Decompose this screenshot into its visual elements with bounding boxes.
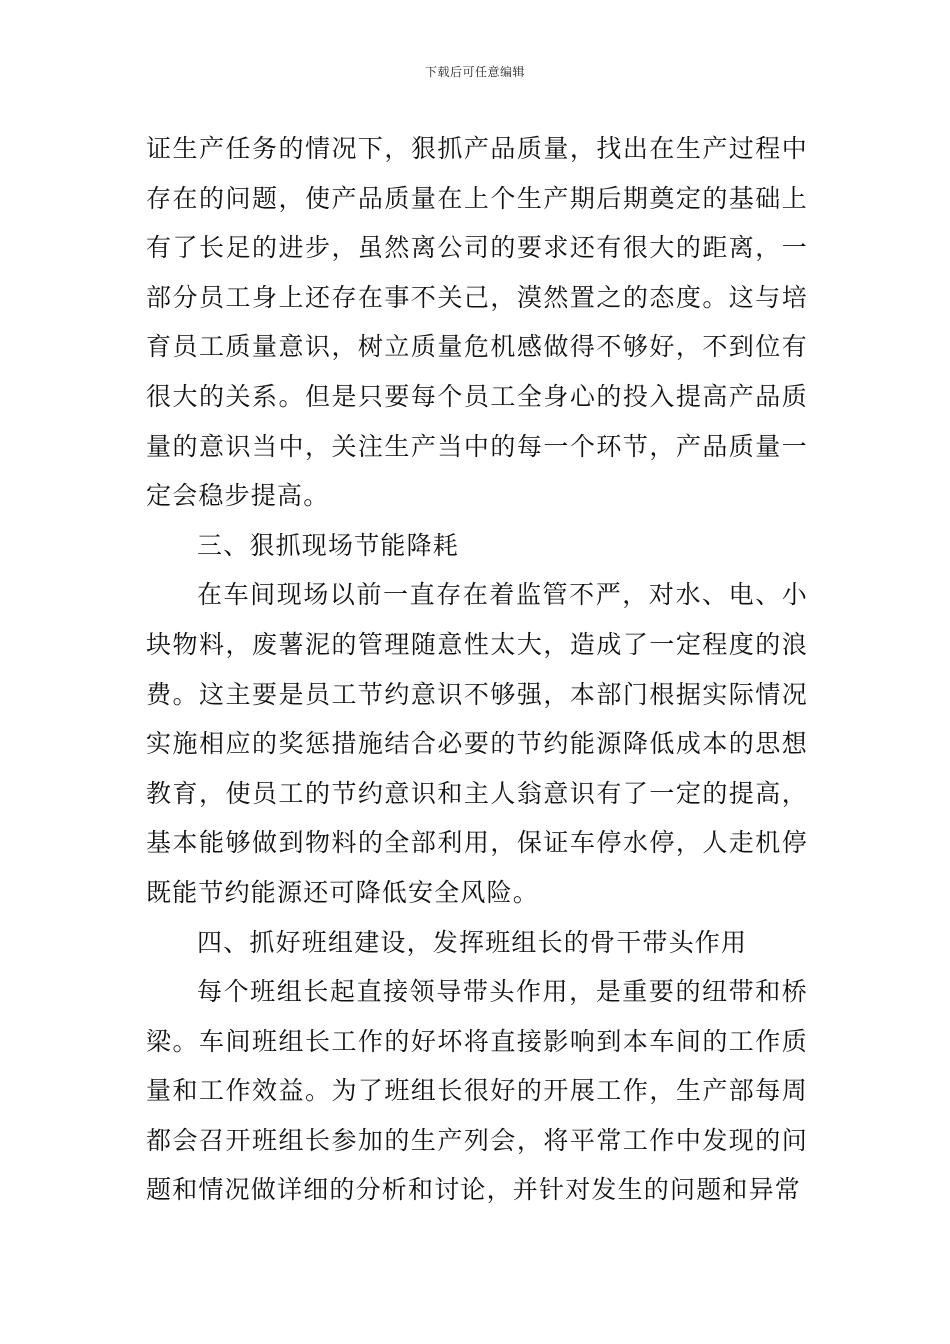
page-header: 下载后可任意编辑 bbox=[424, 65, 525, 79]
section-heading-team-building: 四、抓好班组建设，发挥班组长的骨干带头作用 bbox=[197, 927, 748, 957]
paragraph-team-building: 每个班组长起直接领导带头作用，是重要的纽带和桥梁。车间班组长工作的好坏将直接影响到本车间的工作质量和工作效益。为了班组长很好的开展工作，生产部每周都会召开班组长参加的生产列会，将平常工作中发现的问题和情况做详细的分析和讨论，并针对发生的问题和异常 bbox=[146, 977, 808, 1205]
paragraph-quality-continued: 证生产任务的情况下，狠抓产品质量，找出在生产过程中存在的问题，使产品质量在上个生产期后期奠定的基础上有了长足的进步，虽然离公司的要求还有很大的距离，一部分员工身上还存在事不关己，漠然置之的态度。这与培育员工质量意识，树立质量危机感做得不够好，不到位有很大的关系。但是只要每个员工全身心的投入提高产品质量的意识当中，关注生产当中的每一个环节，产品质量一定会稳步提高。 bbox=[146, 134, 808, 511]
paragraph-energy-saving: 在车间现场以前一直存在着监管不严，对水、电、小块物料，废薯泥的管理随意性太大，造成了一定程度的浪费。这主要是员工节约意识不够强，本部门根据实际情况实施相应的奖惩措施结合必要的节约能源降低成本的思想教育，使员工的节约意识和主人翁意识有了一定的提高，基本能够做到物料的全部利用，保证车停水停，人走机停既能节约能源还可降低安全风险。 bbox=[146, 580, 808, 907]
section-heading-energy-saving: 三、狠抓现场节能降耗 bbox=[197, 530, 460, 560]
document-body bbox=[146, 124, 808, 1215]
